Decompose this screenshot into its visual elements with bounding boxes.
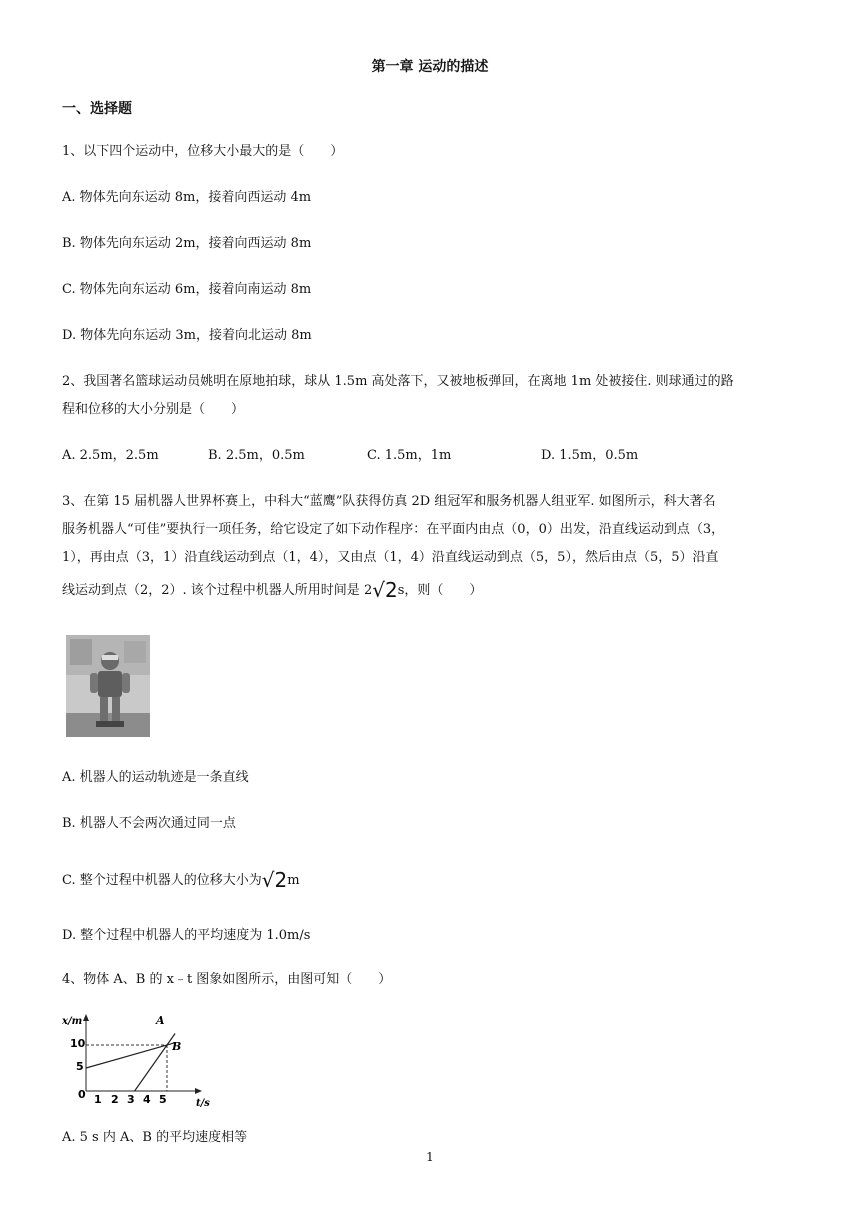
q1-option-b: B. 物体先向东运动 2m，接着向西运动 8m bbox=[62, 236, 312, 251]
robot-photo bbox=[66, 635, 150, 737]
q2-option-c: C. 1.5m，1m bbox=[367, 448, 452, 463]
q1-option-c: C. 物体先向东运动 6m，接着向南运动 8m bbox=[62, 282, 312, 297]
x-axis-label: t/s bbox=[196, 1098, 210, 1109]
series-line-b bbox=[86, 1043, 175, 1068]
q3-option-c bbox=[62, 870, 300, 891]
sqrt2-symbol: √2 bbox=[372, 578, 398, 602]
sqrt2-symbol: √2 bbox=[261, 868, 288, 892]
q4-stem: 4、物体 A、B 的 x﹣t 图象如图所示，由图可知（ ） bbox=[62, 972, 392, 987]
q3-option-d: D. 整个过程中机器人的平均速度为 1.0m/s bbox=[62, 928, 311, 943]
page-title: 第一章 运动的描述 bbox=[371, 59, 489, 75]
series-label-a: A bbox=[156, 1014, 165, 1027]
y-axis-arrow bbox=[83, 1014, 89, 1021]
x-tick-1: 1 bbox=[94, 1093, 102, 1106]
q3-option-c-unit: m bbox=[287, 873, 300, 888]
origin-label: 0 bbox=[78, 1088, 86, 1101]
q2-stem-line2: 程和位移的大小分别是（ ） bbox=[62, 402, 245, 417]
y-axis-label: x/m bbox=[62, 1016, 83, 1027]
x-tick-5: 5 bbox=[159, 1093, 167, 1106]
y-tick-5: 5 bbox=[76, 1060, 84, 1073]
q3-stem-line3: 1），再由点（3，1）沿直线运动到点（1，4），又由点（1，4）沿直线运动到点（5，5），然后由点（5，5）沿直 bbox=[62, 550, 719, 565]
q1-stem: 1、以下四个运动中，位移大小最大的是（ ） bbox=[62, 144, 344, 159]
q1-option-d: D. 物体先向东运动 3m，接着向北运动 8m bbox=[62, 328, 312, 343]
x-axis-arrow bbox=[195, 1088, 202, 1094]
robot-icon bbox=[66, 635, 150, 737]
q3-stem-line2: 服务机器人“可佳”要执行一项任务，给它设定了如下动作程序：在平面内由点（0，0）出发，沿直线运动到点（3， bbox=[62, 522, 725, 537]
q2-stem-line1: 2、我国著名篮球运动员姚明在原地拍球，球从 1.5m 高处落下，又被地板弹回，在离地 1m 处被接住. 则球通过的路 bbox=[62, 374, 734, 389]
section-heading: 一、选择题 bbox=[62, 101, 132, 117]
q2-option-b: B. 2.5m，0.5m bbox=[208, 448, 305, 463]
q4-option-a: A. 5 s 内 A、B 的平均速度相等 bbox=[62, 1130, 248, 1145]
q1-option-a: A. 物体先向东运动 8m，接着向西运动 4m bbox=[62, 190, 312, 205]
x-tick-2: 2 bbox=[111, 1093, 119, 1106]
x-tick-3: 3 bbox=[127, 1093, 135, 1106]
q2-option-a: A. 2.5m，2.5m bbox=[62, 448, 159, 463]
q3-stem-line4-text: 线运动到点（2，2）. 该个过程中机器人所用时间是 2 bbox=[62, 583, 373, 598]
series-label-b: B bbox=[172, 1040, 182, 1053]
q2-option-d: D. 1.5m，0.5m bbox=[541, 448, 639, 463]
xt-graph bbox=[60, 1010, 210, 1110]
q3-option-b: B. 机器人不会两次通过同一点 bbox=[62, 816, 236, 831]
series-line-a bbox=[135, 1034, 176, 1092]
q3-stem-line4 bbox=[62, 580, 482, 601]
q3-stem-line1: 3、在第 15 届机器人世界杯赛上，中科大“蓝鹰”队获得仿真 2D 组冠军和服务机器人组亚军. 如图所示，科大著名 bbox=[62, 494, 716, 509]
q3-option-c-text: C. 整个过程中机器人的位移大小为 bbox=[62, 873, 262, 888]
q3-stem-line4-tail: s，则（ ） bbox=[397, 583, 483, 598]
x-tick-4: 4 bbox=[143, 1093, 151, 1106]
y-tick-10: 10 bbox=[70, 1037, 86, 1050]
q3-option-a: A. 机器人的运动轨迹是一条直线 bbox=[62, 770, 249, 785]
page-number: 1 bbox=[426, 1150, 434, 1164]
